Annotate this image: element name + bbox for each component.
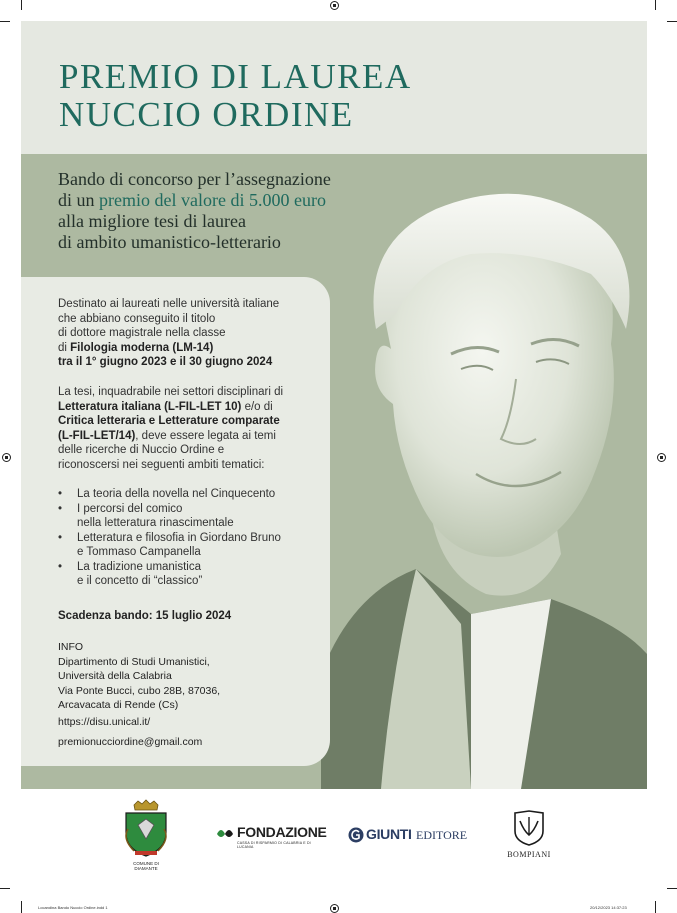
- text-span: di: [58, 341, 71, 354]
- comune-caption: [120, 861, 172, 871]
- degree-class: Filologia moderna (LM-14): [70, 341, 214, 354]
- giunti-logo: [348, 825, 483, 847]
- themes-list: [58, 487, 281, 589]
- crop-mark: [21, 901, 22, 913]
- intro-line: alla migliore tesi di laurea: [58, 211, 246, 231]
- theme-line: nella letteratura rinascimentale: [77, 517, 234, 529]
- intro-text: [58, 169, 331, 253]
- info-line: Università della Calabria: [58, 670, 172, 682]
- print-slug-left: Locandina Bando Nuccio Ordine.indd 1: [38, 905, 108, 910]
- website-link[interactable]: https://disu.unical.it/: [58, 716, 151, 728]
- crest-icon: [120, 799, 172, 859]
- poster-title: [59, 58, 412, 134]
- fondazione-logo: [215, 824, 327, 849]
- sector-2: Critica letteraria e Letterature comparate: [58, 415, 280, 427]
- registration-mark-icon: [2, 453, 11, 462]
- text-line: [58, 355, 279, 370]
- text-line: [58, 341, 279, 356]
- info-line: Dipartimento di Studi Umanistici,: [58, 655, 210, 668]
- registration-mark-icon: [657, 453, 666, 462]
- text-line: [58, 414, 283, 429]
- sponsor-logos: [21, 797, 647, 877]
- info-label: INFO: [58, 641, 84, 653]
- text-line: [58, 429, 283, 444]
- giunti-mark-icon: [348, 827, 364, 843]
- list-item: [58, 531, 281, 560]
- bompiani-name: BOMPIANI: [507, 850, 551, 859]
- prize-amount: premio del valore di 5.000 euro: [99, 190, 326, 210]
- bompiani-logo: [505, 809, 555, 867]
- crop-mark: [21, 0, 22, 10]
- theme-line: • I percorsi del comico: [77, 502, 183, 515]
- date-range: tra il 1° giugno 2023 e il 30 giugno 2024: [58, 356, 273, 368]
- theme-line: • La teoria della novella nel Cinquecento: [77, 488, 276, 500]
- list-item: [58, 487, 281, 502]
- caption-line: DIAMANTE: [134, 866, 158, 871]
- text-line: Destinato ai laureati nelle università italiane: [58, 298, 280, 310]
- crop-mark: [0, 888, 10, 889]
- sector-1: Letteratura italiana (L-FIL-LET 10): [58, 400, 242, 413]
- text-line: delle ricerche di Nuccio Ordine e: [58, 444, 225, 456]
- eligibility-paragraph: [58, 297, 279, 370]
- intro-line: Bando di concorso per l’assegnazione: [58, 169, 331, 189]
- leaf-icon: [215, 826, 235, 842]
- sector-2-code: (L-FIL-LET/14): [58, 429, 136, 442]
- registration-mark-icon: [330, 1, 339, 10]
- theme-line: • La tradizione umanistica: [77, 560, 202, 573]
- crop-mark: [0, 21, 10, 22]
- comune-diamante-logo: [120, 799, 172, 877]
- intro-prefix: di un: [58, 190, 100, 210]
- crop-mark: [655, 901, 656, 913]
- bompiani-mark-icon: [505, 809, 553, 847]
- title-line-2: NUCCIO ORDINE: [59, 95, 354, 134]
- intro-line: [58, 190, 331, 211]
- text-line: [58, 400, 283, 415]
- crop-mark: [655, 0, 656, 10]
- crop-mark: [667, 888, 677, 889]
- thesis-paragraph: [58, 385, 283, 472]
- text-span: , deve essere legata ai temi: [135, 429, 276, 442]
- fondazione-sub: CASSA DI RISPARMIO DI CALABRIA E DI LUCANIA: [237, 841, 311, 849]
- deadline: Scadenza bando: 15 luglio 2024: [58, 610, 232, 622]
- title-line-1: PREMIO DI LAUREA: [59, 57, 412, 96]
- giunti-editore: EDITORE: [416, 828, 468, 842]
- intro-line: di ambito umanistico-letterario: [58, 232, 281, 252]
- fondazione-name: FONDAZIONE: [237, 824, 327, 840]
- text-line: di dottore magistrale nella classe: [58, 327, 226, 339]
- list-item: [58, 502, 281, 531]
- text-span: e/o di: [241, 400, 273, 413]
- info-line: Arcavacata di Rende (Cs): [58, 699, 179, 711]
- registration-mark-icon: [330, 904, 339, 913]
- portrait-photo: [321, 154, 647, 789]
- print-slug-right: 20/12/2023 14:37:23: [590, 905, 627, 910]
- text-line: riconoscersi nei seguenti ambiti tematici:: [58, 458, 265, 471]
- text-line: La tesi, inquadrabile nei settori disciplinari di: [58, 386, 284, 398]
- email-link[interactable]: premionucciordine@gmail.com: [58, 736, 203, 748]
- caption-line: COMUNE DI: [133, 861, 159, 866]
- contact-info: [58, 640, 220, 713]
- giunti-name: GIUNTI: [366, 826, 412, 842]
- list-item: [58, 560, 281, 589]
- info-line: Via Ponte Bucci, cubo 28B, 87036,: [58, 684, 221, 697]
- theme-line: e il concetto di “classico”: [77, 575, 203, 587]
- title-band: [21, 21, 647, 154]
- theme-line: e Tommaso Campanella: [77, 546, 201, 558]
- crop-mark: [667, 21, 677, 22]
- theme-line: • Letteratura e filosofia in Giordano Bruno: [77, 531, 281, 544]
- text-line: che abbiano conseguito il titolo: [58, 312, 216, 325]
